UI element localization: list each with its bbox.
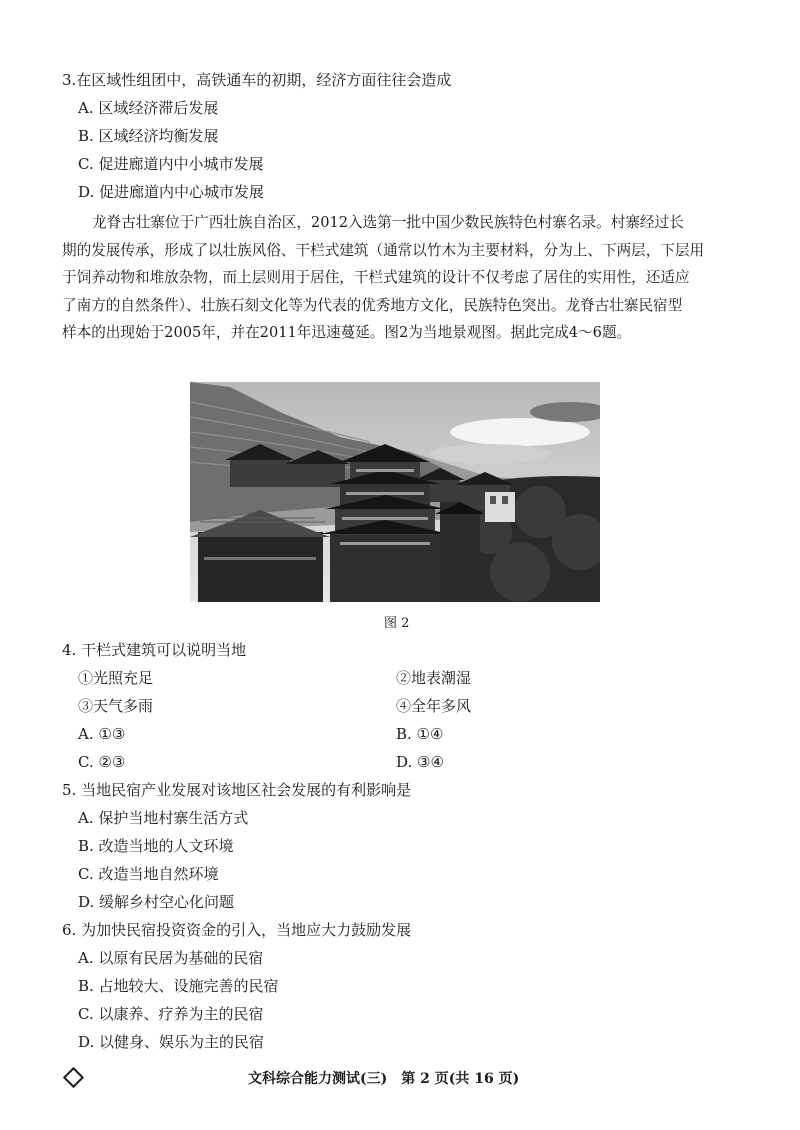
q4-item-4: ④全年多风: [396, 697, 472, 715]
diamond-icon: [63, 1067, 84, 1088]
passage-line: 期的发展传承，形成了以壮族风俗、干栏式建筑（通常以竹木为主要材料，分为上、下两层，下层用: [62, 241, 705, 259]
landscape-photo: [190, 382, 600, 602]
q5-option-d: D. 缓解乡村空心化问题: [78, 893, 235, 911]
passage-line: 龙脊古壮寨位于广西壮族自治区，2012入选第一批中国少数民族特色村寨名录。村寨经过长: [92, 214, 684, 231]
q6-option-d: D. 以健身、娱乐为主的民宿: [78, 1033, 265, 1051]
q5-option-b: B. 改造当地的人文环境: [78, 837, 234, 855]
page-footer: 文科综合能力测试(三) 第 2 页(共 16 页): [248, 1071, 520, 1087]
q4-option-b: B. ①④: [396, 725, 444, 743]
q4-option-a: A. ①③: [78, 725, 126, 743]
q4-item-2: ②地表潮湿: [396, 669, 472, 687]
passage-line: 了南方的自然条件）、壮族石刻文化等为代表的优秀地方文化，民族特色突出。龙脊古壮寨民宿型: [62, 296, 683, 314]
q5-option-c: C. 改造当地自然环境: [78, 865, 219, 883]
passage-line: 样本的出现始于2005年，并在2011年迅速蔓延。图2为当地景观图。据此完成4～6题。: [62, 324, 632, 341]
reading-passage: [62, 209, 742, 347]
q5-option-a: A. 保护当地村寨生活方式: [78, 809, 249, 827]
q6-option-b: B. 占地较大、设施完善的民宿: [78, 977, 279, 995]
q6-stem: 6. 为加快民宿投资资金的引入，当地应大力鼓励发展: [62, 921, 412, 939]
q5-stem: 5. 当地民宿产业发展对该地区社会发展的有利影响是: [62, 781, 412, 799]
q4-option-c: C. ②③: [78, 753, 126, 771]
q6-option-c: C. 以康养、疗养为主的民宿: [78, 1005, 264, 1023]
q3-option-c: C. 促进廊道内中小城市发展: [78, 155, 264, 173]
q3-option-b: B. 区域经济均衡发展: [78, 127, 219, 145]
q4-item-3: ③天气多雨: [78, 697, 154, 715]
figure-caption: 图 2: [384, 616, 410, 631]
q3-stem: 3.在区域性组团中，高铁通车的初期，经济方面往往会造成: [62, 71, 452, 89]
q4-stem: 4. 干栏式建筑可以说明当地: [62, 641, 247, 659]
q6-option-a: A. 以原有民居为基础的民宿: [78, 949, 264, 967]
passage-line: 于饲养动物和堆放杂物，而上层则用于居住，干栏式建筑的设计不仅考虑了居住的实用性，还适应: [62, 269, 690, 286]
q3-option-d: D. 促进廊道内中心城市发展: [78, 183, 265, 201]
q4-option-d: D. ③④: [396, 753, 444, 771]
q3-option-a: A. 区域经济滞后发展: [78, 99, 219, 117]
q4-item-1: ①光照充足: [78, 669, 154, 687]
